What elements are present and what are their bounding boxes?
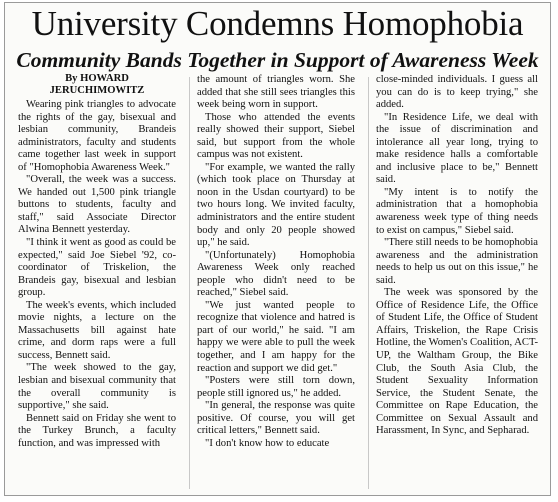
paragraph: Those who attended the events really showed their support, Siebel said, but support from the whole campus was not existent. xyxy=(197,111,355,161)
article-column-3 xyxy=(376,74,538,492)
paragraph: Bennett said on Friday she went to the Turkey Brunch, a faculty function, and was impressed with xyxy=(18,412,176,449)
paragraph: close-minded individuals. I guess all you can do is to keep trying," she added. xyxy=(376,74,538,111)
subheadline: Community Bands Together in Support of Awareness Week xyxy=(16,48,539,72)
paragraph: "There still needs to be homophobia awareness and the administration needs to help us out on this issue," he said. xyxy=(376,237,538,286)
paragraph: The week was sponsored by the Office of Residence Life, the Office of Student Life, the Office of Student Affairs, Triskelion, the Rape Crisis Hotline, the Women's Coalition, ACT-UP, the Waltham Group, the Bike Club, the South Asia Club, the Student Sexuality Information Service, the Student Senate, the Committee on Rape Education, the Committee on Sexual Assault and Harassment, In Sync, and Sepharad. xyxy=(376,287,538,437)
paragraph: "In Residence Life, we deal with the issue of discrimination and intolerance all year long, trying to make residence halls a comfortable and inclusive place to be," Bennett said. xyxy=(376,111,538,186)
paragraph: "We just wanted people to recognize that violence and hatred is part of our world," he said. "I am happy we were able to pull the week together, and I am happy for the reaction and support we did get." xyxy=(197,299,355,374)
paragraph: "Overall, the week was a success. We handed out 1,500 pink triangle buttons to students, faculty and staff," said Associate Director Alwina Bennett yesterday. xyxy=(18,174,176,236)
paragraph: "For example, we wanted the rally (which took place on Thursday at noon in the Usdan courtyard) to be two hours long. We invited faculty, administrators and the entire student body and only 20 people showed up," he said. xyxy=(197,161,355,249)
paragraph: the amount of triangles worn. She added that she still sees triangles this week being worn in support. xyxy=(197,74,355,111)
article-column-1 xyxy=(18,73,176,491)
headline: University Condemns Homophobia xyxy=(31,4,524,43)
column-divider xyxy=(368,77,369,489)
paragraph: "I think it went as good as could be expected," said Joe Siebel '92, co-coordinator of Triskelion, the Brandeis gay, bisexual and lesbian group. xyxy=(18,237,176,299)
column-divider xyxy=(189,77,190,489)
byline: By HOWARD JERUCHIMOWITZ xyxy=(49,73,145,96)
paragraph: "In general, the response was quite positive. Of course, you will get critical letters," Bennett said. xyxy=(197,400,355,437)
news-article xyxy=(4,2,551,496)
paragraph: Wearing pink triangles to advocate the rights of the gay, bisexual and lesbian community, Brandeis administrators, faculty and students came together last week in support of "Homophobia Awareness Week." xyxy=(18,99,176,173)
paragraph: The week's events, which included movie nights, a lecture on the Massachusetts bill against hate crime, and dorm raps were a full success, Bennett said. xyxy=(18,299,176,361)
paragraph: "The week showed to the gay, lesbian and bisexual community that the overall community is supportive," she said. xyxy=(18,362,176,412)
paragraph: "(Unfortunately) Homophobia Awareness Week only reached people who didn't need to be reached," Siebel said. xyxy=(197,249,355,299)
article-column-2 xyxy=(197,74,355,492)
paragraph: "I don't know how to educate xyxy=(205,437,330,449)
paragraph: "Posters were still torn down, people still ignored us," he added. xyxy=(197,375,355,399)
paragraph: "My intent is to notify the administration that a homophobia awareness week type of thing needs to exist on campus," Siebel said. xyxy=(376,186,538,236)
